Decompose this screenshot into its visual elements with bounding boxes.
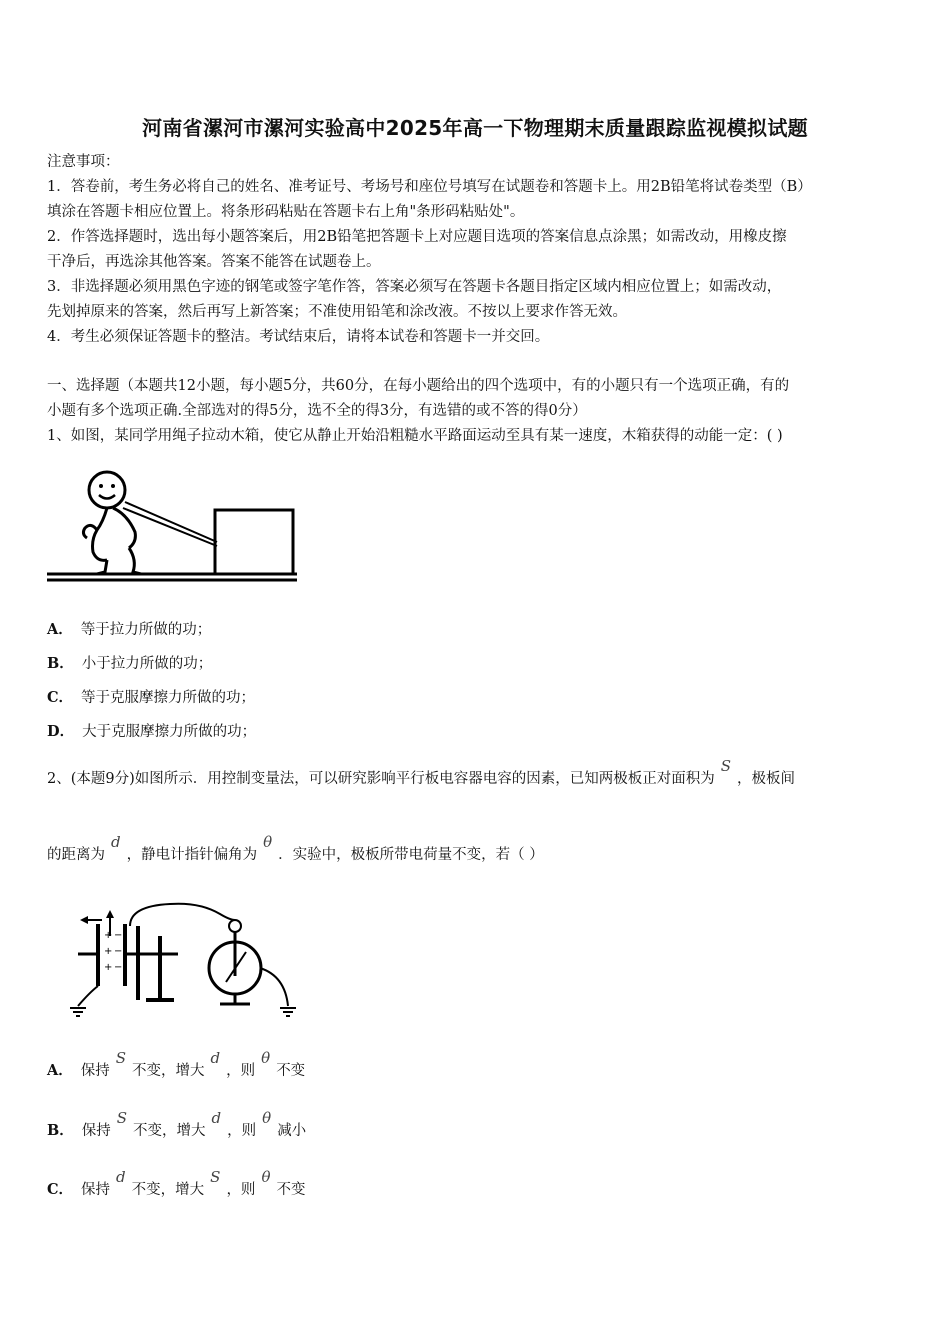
symbol: S [115, 1049, 127, 1067]
option-letter: B． [47, 655, 74, 672]
option-text: 不变，增大 [133, 1123, 206, 1139]
q2-stem-line2 [47, 833, 544, 865]
q1-figure-person-pulling-box [45, 462, 300, 587]
q2-figure-capacitor-electrometer [60, 896, 310, 1026]
symbol: S [116, 1109, 128, 1127]
page-title: 河南省漯河市漯河实验高中2025年高一下物理期末质量跟踪监视模拟试题 [142, 116, 808, 140]
option-text: 等于拉力所做的功； [80, 622, 212, 638]
svg-text:−: − [114, 946, 123, 957]
q2-stem-text: 2、(本题9分)如图所示．用控制变量法，可以研究影响平行板电容器电容的因素，已知两极板正对面积为 [47, 771, 715, 787]
q2-stem-text: ，极板间 [737, 771, 796, 787]
option-text: 不变，增大 [131, 1182, 205, 1198]
option-letter: A． [47, 621, 73, 638]
option-text: 不变，增大 [132, 1063, 205, 1079]
notice-line: 干净后，再选涂其他答案。答案不能答在试题卷上。 [47, 254, 381, 270]
notice-line: 1．答卷前，考生务必将自己的姓名、准考证号、考场号和座位号填写在试题卷和答题卡上。用2B铅笔将试卷类型（B） [47, 179, 812, 195]
option-text: 保持 [81, 1182, 111, 1198]
option-letter: D． [47, 723, 75, 740]
option-text: 不变 [276, 1063, 306, 1079]
notice-line: 4．考生必须保证答题卡的整洁。考试结束后，请将本试卷和答题卡一并交回。 [47, 329, 550, 345]
svg-text:+: + [104, 962, 113, 973]
option-letter: B． [47, 1122, 74, 1139]
symbol: S [210, 1168, 221, 1186]
notice-heading: 注意事项： [47, 154, 120, 170]
notice-line: 先划掉原来的答案，然后再写上新答案；不准使用铅笔和涂改液。不按以上要求作答无效。 [47, 304, 627, 320]
q2-stem-text: ．实验中，极板所带电荷量不变，若（ ） [278, 847, 544, 863]
symbol-s: S [720, 757, 732, 775]
symbol: θ [262, 1109, 272, 1127]
option-text: 保持 [80, 1063, 110, 1079]
q1-option-b[interactable] [47, 654, 212, 674]
symbol-d: d [111, 833, 121, 851]
symbol: d [210, 1049, 221, 1067]
q2-stem-line1 [47, 757, 796, 789]
q2-option-c[interactable] [47, 1168, 306, 1200]
notice-line: 3．非选择题必须用黑色字迹的钢笔或签字笔作答，答案必须写在答题卡各题目指定区域内相应位置上；如需改动， [47, 279, 782, 295]
q2-option-a[interactable] [47, 1049, 306, 1081]
option-text: ，则 [226, 1063, 256, 1079]
svg-text:−: − [114, 930, 123, 941]
q1-option-c[interactable] [47, 688, 255, 708]
option-text: 不变 [276, 1182, 306, 1198]
symbol: d [116, 1168, 126, 1186]
q1-option-a[interactable] [47, 620, 211, 640]
option-letter: C． [47, 689, 74, 706]
symbol: θ [261, 1168, 271, 1186]
symbol-theta: θ [263, 833, 273, 851]
q1-option-d[interactable] [47, 722, 256, 742]
notice-line: 2．作答选择题时，选出每小题答案后，用2B铅笔把答题卡上对应题目选项的答案信息点涂黑；如需改动，用橡皮擦 [47, 229, 787, 245]
option-text: ，则 [227, 1123, 257, 1139]
option-letter: C． [47, 1181, 74, 1198]
notice-line: 填涂在答题卡相应位置上。将条形码粘贴在答题卡右上角"条形码粘贴处"。 [47, 204, 525, 220]
q2-stem-text: ，静电计指针偏角为 [126, 847, 258, 863]
option-text: 小于拉力所做的功； [81, 656, 213, 672]
option-text: 大于克服摩擦力所做的功； [82, 724, 257, 740]
symbol: d [211, 1109, 222, 1127]
option-text: ，则 [226, 1182, 256, 1198]
option-text: 减小 [277, 1123, 307, 1139]
q1-stem: 1、如图，某同学用绳子拉动木箱，使它从静止开始沿粗糙水平路面运动至具有某一速度，木箱获得的动能一定：( ) [47, 428, 783, 444]
symbol: θ [261, 1049, 271, 1067]
q2-option-b[interactable] [47, 1109, 307, 1141]
svg-text:−: − [114, 962, 123, 973]
option-text: 保持 [81, 1123, 111, 1139]
option-letter: A． [47, 1062, 73, 1079]
svg-text:+: + [104, 930, 113, 941]
svg-text:+: + [104, 946, 113, 957]
q2-stem-text: 的距离为 [47, 847, 105, 863]
section-heading-cont: 小题有多个选项正确.全部选对的得5分，选不全的得3分，有选错的或不答的得0分） [47, 403, 587, 419]
option-text: 等于克服摩擦力所做的功； [81, 690, 256, 706]
section-heading: 一、选择题（本题共12小题，每小题5分，共60分，在每小题给出的四个选项中，有的小题只有一个选项正确，有的 [47, 378, 790, 394]
